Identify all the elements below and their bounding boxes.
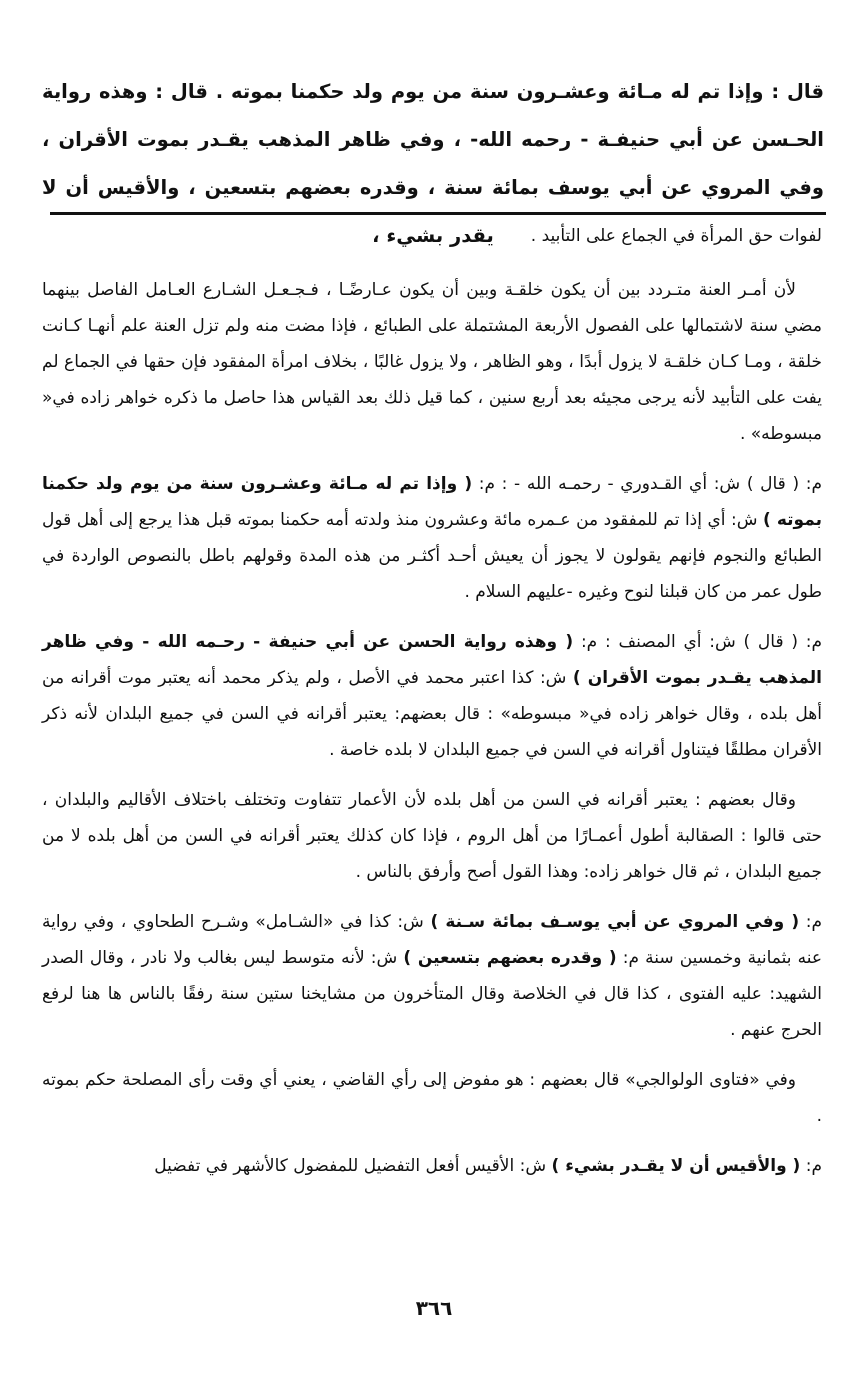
paragraph-qala-musannif <box>42 624 822 768</box>
matn-text: قال : وإذا تم له مـائة وعشـرون سنة من يوم ولد حكمنا بموته . قال : وهذه رواية الحـسن عن أبي حنيفـة - رحمه الله- ، وفي ظاهر المذهب يقـدر بموت الأقران ، وفي المروي عن أبي يوسف بمائة سنة ، وقدره بعضهم بتسعين ، والأقيس أن لا يقدر بشيء ، <box>42 80 824 247</box>
lemma-marker: م: ( قال ) ش: أي المصنف : م: <box>573 632 823 652</box>
paragraph-qala-quduri <box>42 466 822 610</box>
paragraph-some-said: وقال بعضهم : يعتبر أقرانه في السن من أهل بلده لأن الأعمار تتفاوت وتختلف باختلاف الأقاليم والبلدان ، حتى قالوا : الصقالبة أطول أعمـارًا من أهل الروم ، فإذا كان كذلك يعتبر أقرانه في السن من أهل بلده لا من جميع البلدان ، ثم قال خواهر زاده: وهذا القول أصح وأرفق بالناس . <box>42 790 822 882</box>
quoted-matn: ( وقدره بعضهم بتسعين ) <box>403 948 617 968</box>
lemma-marker: م: <box>800 1156 822 1176</box>
commentary-text: ش: الأقيس أفعل التفضيل للمفضول كالأشهر في تفضيل <box>154 1156 552 1176</box>
separator-rule <box>50 212 826 215</box>
commentary-text: ش: كذا في «الشـامل» وشـرح الطحاوي ، وفي رواية عنه بثمانية وخمسين سنة م: <box>42 912 823 968</box>
lemma-marker: م: ( قال ) ش: أي القـدوري - رحمـه الله - : م: <box>472 474 822 494</box>
paragraph-aqyas <box>42 1148 822 1184</box>
commentary-body <box>42 218 822 1198</box>
paragraph-walwaliji: وفي «فتاوى الولوالجي» قال بعضهم : هو مفوض إلى رأي القاضي ، يعني أي وقت رأى المصلحة حكم بموته . <box>42 1070 822 1126</box>
quoted-matn: ( وإذا تم له مـائة وعشـرون سنة من يوم ولد حكمنا بموته ) <box>42 474 822 530</box>
commentary-text: ش: كذا اعتبر محمد في الأصل ، ولم يذكر محمد أنه يعتبر موت أقرانه من أهل بلده ، وقال خواهر زاده في« مبسوطه» : قال بعضهم: يعتبر أقرانه في السن في جميع البلدان لأنه ذكر الأقران مطلقًا فيتناول أقرانه في السن في جميع البلدان لا بلده خاصة . <box>42 668 822 760</box>
commentary-text: ش: لأنه متوسط ليس بغالب ولا نادر ، وقال الصدر الشهيد: عليه الفتوى ، كذا قال في الخلاصة وقال المتأخرون من مشايخنا ستين سنة رفقًا بالناس ها هنا لرفع الحرج عنهم . <box>42 948 822 1040</box>
paragraph-abu-yusuf <box>42 904 822 1048</box>
commentary-text: ش: أي إذا تم للمفقود من عـمره مائة وعشرون منذ ولدته أمه حكمنا بموته قبل هذا يرجع إلى أهل قول الطبائع والنجوم فإنهم يقولون لا يجوز أن يعيش أحـد أكثـر من هذه المدة وقولهم باطل بالنصوص الواردة في طول عمر من كان قبلنا لنوح وغيره -عليهم السلام . <box>42 510 822 602</box>
quoted-matn: ( والأقيس أن لا يقـدر بشيء ) <box>551 1156 801 1176</box>
paragraph-continuation: لفوات حق المرأة في الجماع على التأبيد . <box>530 226 822 246</box>
lemma-marker: م: <box>799 912 822 932</box>
quoted-matn: ( وفي المروي عن أبي يوسـف بمائة سـنة ) <box>430 912 800 932</box>
page-number: ٣٦٦ <box>415 1296 453 1320</box>
paragraph-impotence: لأن أمـر العنة متـردد بين أن يكون خلقـة وبين أن يكون عـارضًـا ، فـجـعـل الشـارع العـامل الفاصل بينهما مضي سنة لاشتمالها على الفصول الأربعة المشتملة على الطبائع ، فإذا مضت منه ولم تزل العنة علم أنهـا كـانت خلقة ، ومـا كـان خلقـة لا يزول أبدًا ، وهو الظاهر ، ولا يزول غالبًا ، بخلاف امرأة المفقود فإن حقها في الجماع لم يفت على التأبيد لأنه يرجى مجيئه بعد أربع سنين ، كما قيل ذلك بعد القياس هذا حاصل ما ذكره خواهر زاده في« مبسوطه» . <box>42 280 822 444</box>
quoted-matn: ( وهذه رواية الحسن عن أبي حنيفة - رحـمه الله - وفي ظاهر المذهب يقـدر بموت الأقران ) <box>42 632 822 688</box>
